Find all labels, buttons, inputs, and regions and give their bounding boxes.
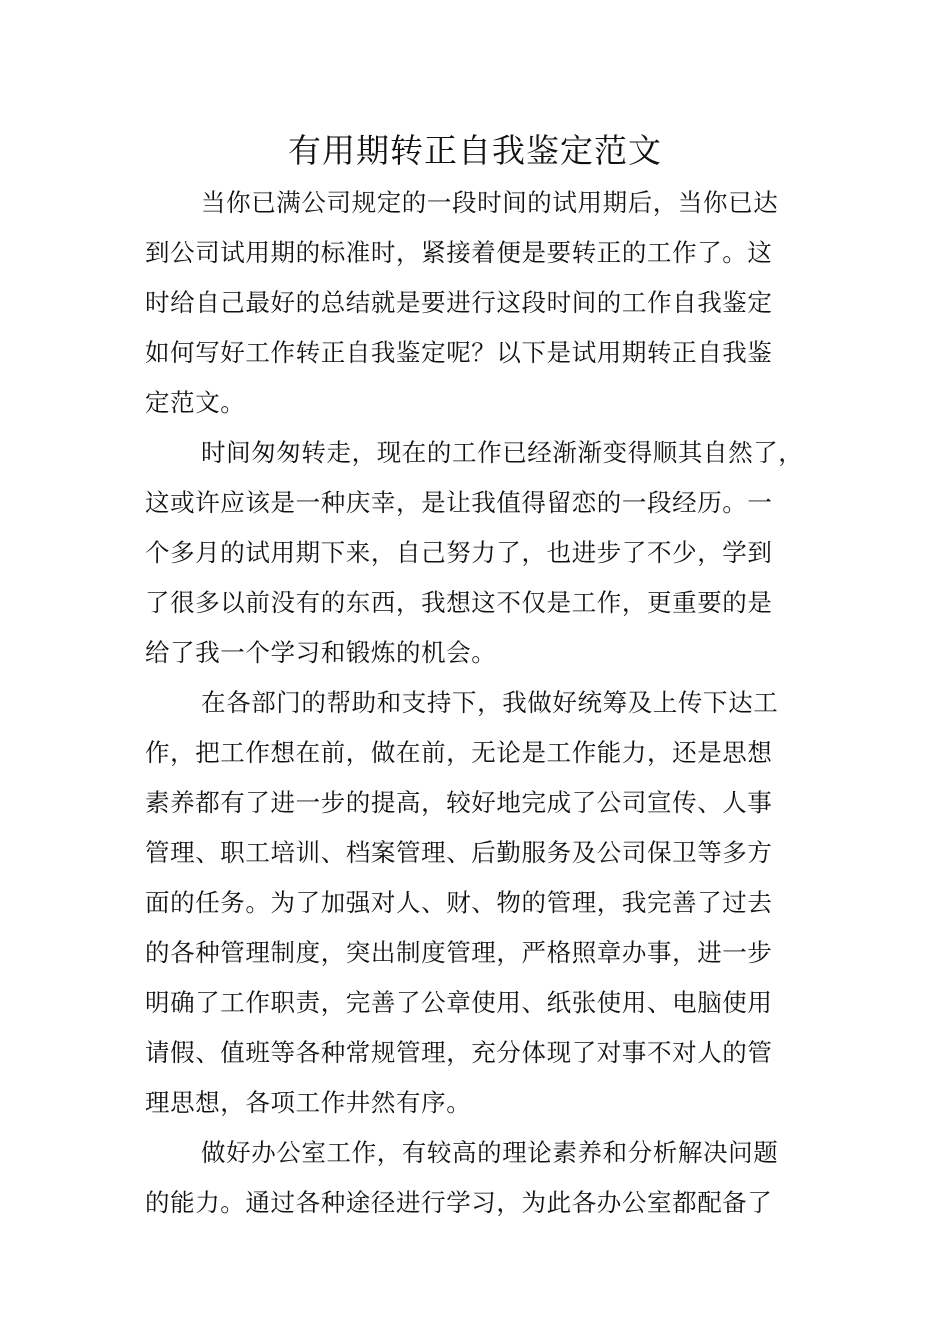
paragraph-line: 时给自己最好的总结就是要进行这段时间的工作自我鉴定: [145, 288, 773, 317]
paragraph-intro: [145, 178, 825, 428]
paragraph-line: 个多月的试用期下来，自己努力了，也进步了不少，学到: [145, 538, 773, 567]
paragraph-line: 作，把工作想在前，做在前，无论是工作能力，还是思想: [145, 738, 773, 767]
paragraph-line: 明确了工作职责，完善了公章使用、纸张使用、电脑使用: [145, 988, 773, 1017]
paragraph-office: [145, 1128, 825, 1228]
paragraph-line: 这或许应该是一种庆幸，是让我值得留恋的一段经历。一: [145, 488, 773, 517]
paragraph-line: 的能力。通过各种途径进行学习，为此各办公室都配备了: [145, 1188, 773, 1217]
paragraph-line: 如何写好工作转正自我鉴定呢？以下是试用期转正自我鉴: [145, 338, 773, 367]
paragraph-line: 做好办公室工作，有较高的理论素养和分析解决问题: [201, 1138, 779, 1167]
document-title: 有用期转正自我鉴定范文: [288, 131, 662, 170]
paragraph-line: 理思想，各项工作井然有序。: [145, 1088, 472, 1117]
paragraph-line: 请假、值班等各种常规管理，充分体现了对事不对人的管: [145, 1038, 773, 1067]
paragraph-line: 了很多以前没有的东西，我想这不仅是工作，更重要的是: [145, 588, 773, 617]
paragraph-line: 素养都有了进一步的提高，较好地完成了公司宣传、人事: [145, 788, 773, 817]
paragraph-line: 在各部门的帮助和支持下，我做好统筹及上传下达工: [201, 688, 779, 717]
paragraph-departments: [145, 678, 825, 1128]
document-body: [145, 178, 825, 1228]
paragraph-line: 到公司试用期的标准时，紧接着便是要转正的工作了。这: [145, 238, 773, 267]
paragraph-time: [145, 428, 825, 678]
paragraph-line: 面的任务。为了加强对人、财、物的管理，我完善了过去: [145, 888, 773, 917]
paragraph-line: 给了我一个学习和锻炼的机会。: [145, 638, 497, 667]
paragraph-line: 的各种管理制度，突出制度管理，严格照章办事，进一步: [145, 938, 773, 967]
paragraph-line: 当你已满公司规定的一段时间的试用期后，当你已达: [201, 188, 779, 217]
paragraph-line: 定范文。: [145, 388, 246, 417]
paragraph-line: 管理、职工培训、档案管理、后勤服务及公司保卫等多方: [145, 838, 773, 867]
paragraph-line: 时间匆匆转走，现在的工作已经渐渐变得顺其自然了，: [201, 438, 804, 467]
